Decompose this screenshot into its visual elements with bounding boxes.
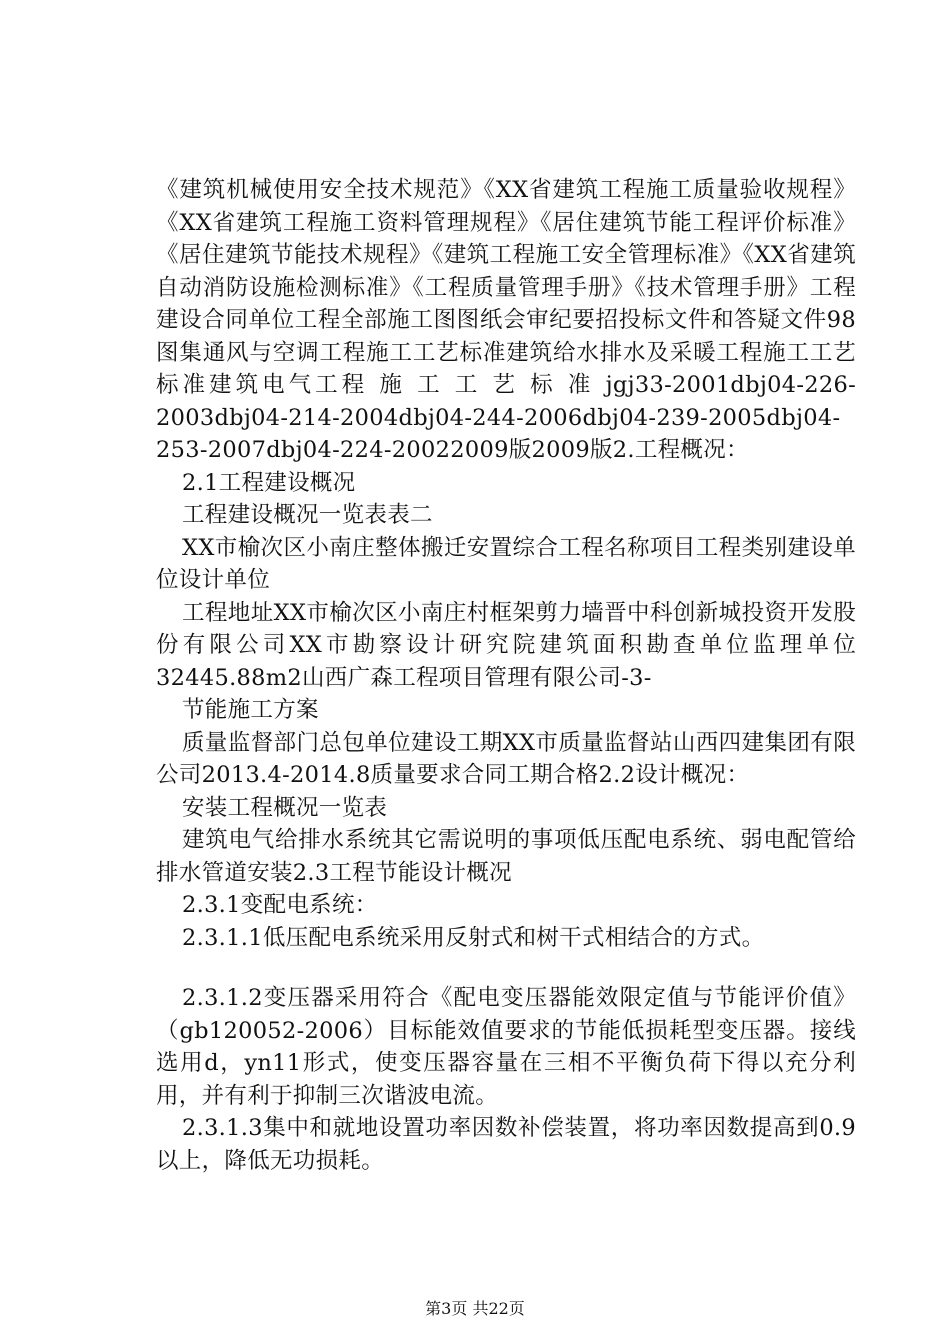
section-heading-2-3-1: 2.3.1变配电系统： (182, 892, 378, 918)
standards-list-paragraph: 《建筑机械使用安全技术规范》《XX省建筑工程施工质量验收规程》《XX省建筑工程施工资料管理规程》《居住建筑节能工程评价标准》《居住建筑节能技术规程》《建筑工程施工安全管理标准》《XX省建筑自动消防设施检测标准》《工程质量管理手册》《技术管理手册》工程建设合同单位工程全部施工图图纸会审纪要招投标文件和答疑文件98图集通风与空调工程施工工艺标准建筑给水排水及采暖工程施工工艺标准建筑电气工程 施 工 工 艺 标 准 jgj33-2001dbj04-226-2003dbj04-214-2004dbj04-244-2006dbj04-239-2005dbj04-253-2007dbj04-224-20022009版2009版2.工程概况： (156, 177, 856, 463)
section-heading-2-1: 2.1工程建设概况 (182, 469, 356, 496)
installation-paragraph: 建筑电气给排水系统其它需说明的事项低压配电系统、弱电配管给排水管道安装2.3工程节能设计概况 (156, 827, 856, 886)
page-number-footer: 第3页 共22页 (425, 1299, 525, 1318)
project-info-paragraph: XX市榆次区小南庄整体搬迁安置综合工程名称项目工程类别建设单位设计单位 (156, 534, 856, 593)
project-address-paragraph: 工程地址XX市榆次区小南庄村框架剪力墙晋中科创新城投资开发股份有限公司XX市勘察设计研究院建筑面积勘查单位监理单位32445.88m2山西广森工程项目管理有限公司-3- (156, 599, 856, 691)
supervision-paragraph: 质量监督部门总包单位建设工期XX市质量监督站山西四建集团有限公司2013.4-2014.8质量要求合同工期合格2.2设计概况： (156, 729, 856, 788)
document-body (156, 174, 856, 1177)
running-header-text: 节能施工方案 (182, 697, 319, 723)
table-title-installation: 安装工程概况一览表 (182, 794, 388, 821)
clause-2-3-1-1: 2.3.1.1低压配电系统采用反射式和树干式相结合的方式。 (182, 924, 765, 951)
clause-2-3-1-2: 2.3.1.2变压器采用符合《配电变压器能效限定值与节能评价值》（gb120052-2006）目标能效值要求的节能低损耗型变压器。接线选用d，yn11形式，使变压器容量在三相不平衡负荷下得以充分利用，并有利于抑制三次谐波电流。 (156, 985, 856, 1109)
clause-2-3-1-3: 2.3.1.3集中和就地设置功率因数补偿装置，将功率因数提高到0.9以上，降低无功损耗。 (156, 1115, 856, 1174)
paragraph-gap (156, 954, 856, 982)
table-title-overview: 工程建设概况一览表表二 (182, 502, 433, 528)
